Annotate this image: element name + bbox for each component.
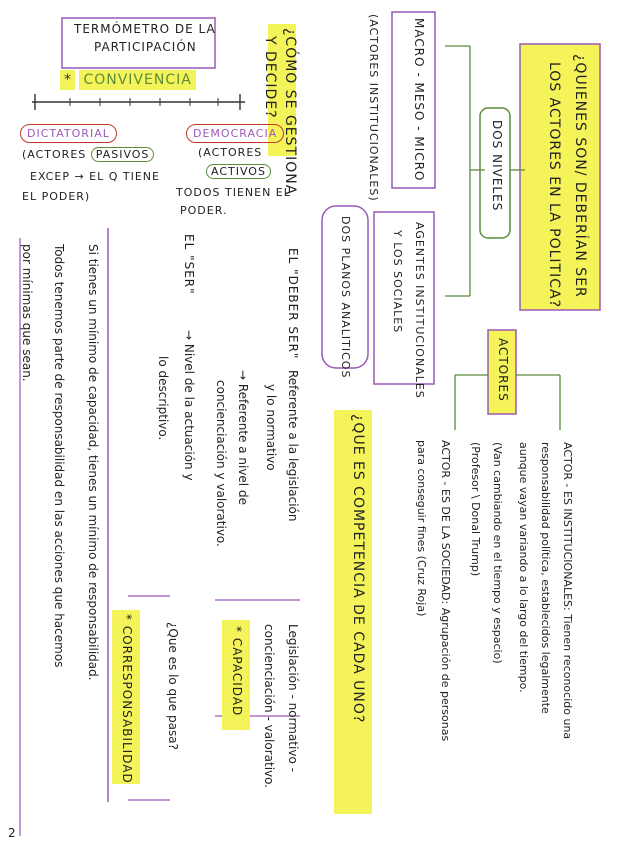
actores-institucionales-note: (ACTORES INSTITUCIONALES) <box>367 14 380 202</box>
actor-inst-line-5: (Profesor \ Donal Trump) <box>469 442 482 577</box>
democracia-note-3: TODOS TIENEN EL <box>176 186 291 199</box>
deber-line-4: concienciación y valorativo. <box>214 380 228 547</box>
quienes-line-2: LOS ACTORES EN LA POLITICA? <box>546 62 562 309</box>
page-number: 2 <box>8 826 16 840</box>
ser-line-2: lo descriptivo. <box>156 356 170 441</box>
quienes-line-1: ¿QUIENES SON/ DEBERÍAN SER <box>572 54 588 298</box>
actor-inst-line-2: responsabilidad política, establecidos legalmente <box>539 442 552 714</box>
actor-inst-line-3: aunque vayan variando a lo largo del tiempo. <box>517 442 530 693</box>
dos-niveles: DOS NIVELES <box>490 120 504 212</box>
el-ser: EL "SER" <box>182 234 196 295</box>
dos-planos: DOS PLANOS ANALITICOS <box>339 216 352 379</box>
actor-soc-line-1: ACTOR - ES DE LA SOCIEDAD: Agrupación de personas <box>439 440 452 742</box>
deber-line-1: Referente a la legislación <box>286 370 300 522</box>
macro-meso-micro: MACRO - MESO - MICRO <box>412 18 426 182</box>
agentes-line-2: Y LOS SOCIALES <box>391 230 404 334</box>
star-icon: * <box>60 70 75 90</box>
actor-inst-line-1: ACTOR - ES INSTITUCIONALES: Tienen reconocido una <box>561 442 574 740</box>
legislacion-line-1: Legislación - normativo - <box>286 624 300 772</box>
como-gestiona-1: ¿CÓMO SE GESTIONA <box>282 28 298 196</box>
dictatorial-note-2: EXCEP → EL Q TIENE <box>30 170 160 183</box>
democracia-note-1: (ACTORES <box>198 146 263 159</box>
deber-line-2: y lo normativo <box>264 384 278 471</box>
el-deber-ser: EL "DEBER SER" <box>286 248 300 360</box>
si-tienes-line-3: por mínimas que sean. <box>20 244 34 382</box>
que-es-lo-que-pasa: ¿Que es lo que pasa? <box>166 622 180 750</box>
dictatorial-note-3: EL PODER) <box>22 190 91 203</box>
activos-label: ACTIVOS <box>206 164 271 179</box>
legislacion-line-2: concienciación - valorativo. <box>262 624 276 789</box>
actor-soc-line-2: para conseguir fines (Cruz Roja) <box>415 440 428 617</box>
democracia-note-4: PODER. <box>180 204 228 217</box>
dictatorial-note-1 <box>22 148 154 161</box>
convivencia-row <box>60 72 196 88</box>
capacidad-label: * CAPACIDAD <box>230 626 244 717</box>
democracia-label: DEMOCRACIA <box>186 124 284 143</box>
convivencia-label: CONVIVENCIA <box>79 70 195 90</box>
pasivos-label: PASIVOS <box>91 147 155 162</box>
como-gestiona-2: Y DECIDE? <box>262 36 278 119</box>
agentes-line-1: AGENTES INSTITUCIONALES <box>413 222 426 399</box>
corresponsabilidad-label: * CORRESPONSABILIDAD <box>120 614 134 784</box>
ser-line-1: → Nivel de la actuación y <box>182 330 196 481</box>
actores-label: ACTORES <box>496 338 510 402</box>
actor-inst-line-4: (Van cambiando en el tiempo y espacio) <box>491 442 504 664</box>
deber-line-3: → Referente a nivel de <box>236 370 250 505</box>
title-line-2: PARTICIPACIÓN <box>94 40 197 54</box>
si-tienes-line-2: Todos tenemos parte de responsabilidad en las acciones que hacemos <box>52 244 66 668</box>
title-line-1: TERMÓMETRO DE LA <box>74 22 216 36</box>
dictatorial-label: DICTATORIAL <box>20 124 117 143</box>
si-tienes-line-1: Si tienes un mínimo de capacidad, tienes un mínimo de responsabilidad. <box>86 244 100 681</box>
dict-note-prefix: (ACTORES <box>22 148 87 161</box>
competencia-question: ¿QUE ES COMPETENCIA DE CADA UNO? <box>350 414 366 724</box>
